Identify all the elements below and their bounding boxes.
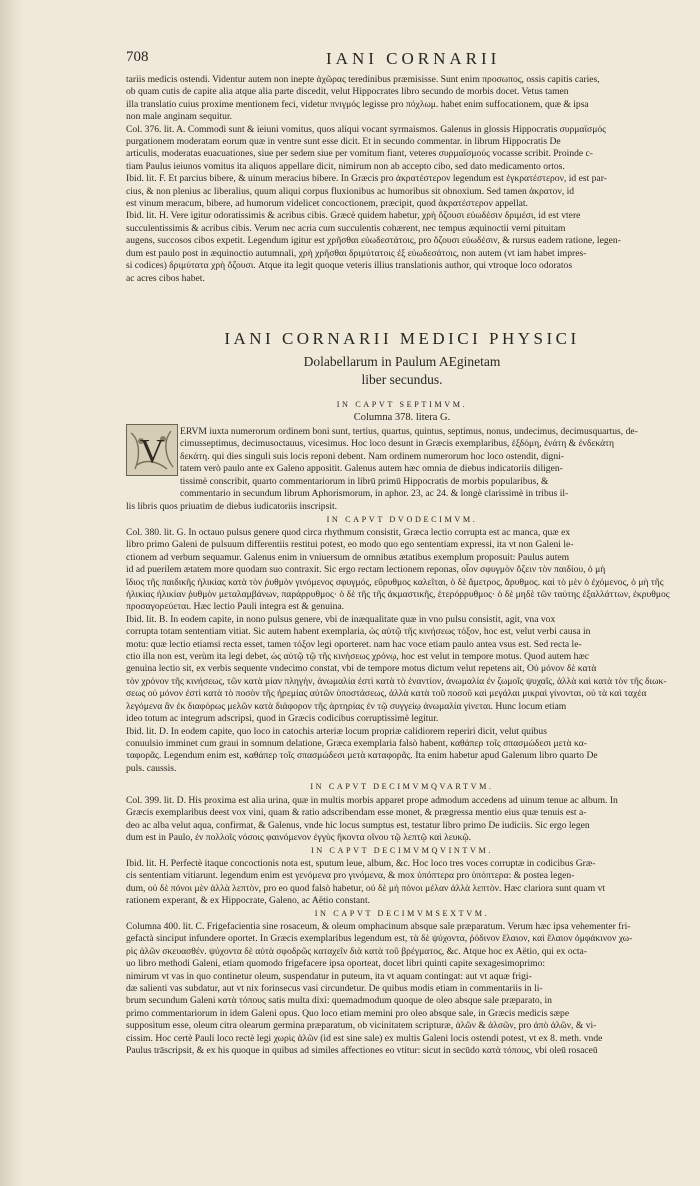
text-line: προσαγορεύεται. Hæc lectio Pauli integra est & genuina. [126, 601, 345, 613]
text-line: illa translatio cuius proxime mentionem feci, videtur πνιγμός legisse pro πόχλωμ. habet enim suffocationem, quæ & ipsa [126, 98, 589, 110]
decorated-initial [126, 424, 178, 476]
text-line: suppositum esse, oleum citra olearum germina præparatum, ob vicinitatem scripturæ, ἁλῶν & ἀλσῶν, pro ἀπὸ ἁλῶν, & vi- [126, 1020, 597, 1032]
chapter4-text [126, 858, 678, 908]
text-line: primo commentariorum in idem Galeni opus. Quo loco etiam memini pro oleo absque sale, in Græcis medicis sæpe [126, 1007, 570, 1019]
text-line: est vinum meracum, bibere, ad humorum videlicet concoctionem, præcipit, quod ἀκρατέστερον appellat. [126, 198, 528, 210]
text-line: tiam Paulus ieiunos vomitus ita aliquos appellare dicit, nimirum non ab accepto cibo, sed dato medicamento ortos. [126, 160, 565, 172]
text-line: si codices) δριμύτατα χρὴ ὄζουσι. Atque ita legit quoque veteris illius translationis author, qui vtroque loco odoratos [126, 260, 573, 272]
text-line: Columna 400. lit. C. Frigefacientia sine rosaceum, & oleum omphacinum absque sale præparatum. Verum hæc ipsa vehementer fri- [126, 921, 631, 932]
book-title: IANI CORNARII MEDICI PHYSICI [224, 329, 580, 348]
text-line: gefactà sinciput infundere oportet. In Græcis exemplaribus legendum est, τὰ δὲ ψύχοντα, ῥόδινον ἔλαιον, καὶ ἔλαιον ὀμφάκινον χω- [126, 933, 633, 945]
text-line: ob quam cutis de capite alia atque alia parte discedit, velut Hippocrates libro secundo de morbis docet. Vetus tamen [126, 86, 569, 98]
text-line: dæ salienti vas subdatur, aut vt nix forinsecus vasi circundetur. De quibus modis etiam in commentariis in li- [126, 983, 543, 995]
text-line: ideo totum ac integrum adscripsi, quod in Græcis codicibus corruptissimè legitur. [126, 713, 439, 725]
text-line: ctionem ad verbum sequamur. Galenus enim in vniuersum de omnibus ætatibus exemplum proposuit: Paulus autem [126, 551, 570, 563]
text-line: lis libris quos priuatim de diebus iudicatoriis inscripsit. [126, 500, 338, 512]
text-line: ἡλικίας ἡλικίαν ῥυθμὸν μεταλαμβάνων, παράρρυθμος· ὁ δὲ τῆς τῆς ἀκμαστικῆς, ἑτερόρρυθμος· ὁ δὲ μηδὲ τῶν ταύτης ἐξαλλάττων, ἐκρυθμος [126, 589, 670, 601]
text-line: ταφορᾶς. Legendum enim est, καθάπερ τοῖς σπασμώδεσι μετὰ καταφορᾶς. Ita enim habetur apud Galenum libro quarto De [126, 750, 598, 762]
book-subtitle-2: liber secundus. [361, 372, 443, 387]
text-line: libro primo Galeni de pulsuum differentiis restitui potest, eo modo quo ego sententiam expressi, ita vt non Galeni le- [126, 539, 574, 551]
text-line: Ibid. lit. F. Et parcius bibere, & uinum meracius bibere. In Græcis pro ἀκρατέστερον legendum est ἐγκρατέστερον, id est par- [126, 173, 607, 185]
text-line: Col. 399. lit. D. His proxima est alia urina, quæ in multis morbis apparet prope admodum accedens ad uinum tenue ac album. In [126, 795, 618, 806]
text-line: genuina lectio sit, ex verbis sequente vndecimo constat, vbi de tempore motus dictum velut repetens ait, Οὐ μόνον δὲ κατὰ [126, 663, 597, 675]
book-subtitle: Dolabellarum in Paulum AEginetam [303, 354, 501, 369]
text-line: deo ac alba velut aqua, confirmat, & Galenus, vnde hic locus sumptus est, testatur libro primo De iudiciis. Sic ergo legen [126, 819, 590, 831]
text-line: Ibid. lit. B. In eodem capite, in nono pulsus genere, vbi de inæqualitate quæ in vno pulsu consistit, agit, vna vox [126, 613, 556, 625]
text-line: cissim. Hoc certè Pauli loco rectè legi χωρὶς ἁλῶν (id est sine sale) ex multis Galeni locis ostendi potest, vt ex 8. meth. vnde [126, 1032, 603, 1044]
page-gutter [0, 0, 22, 1186]
text-line: uo libro methodi Galeni, etiam quomodo frigefacere ipsa oporteat, docet libri quinti capite sexagesimoprimo: [126, 958, 546, 970]
text-line: commentario in secundum librum Aphorismorum, in aphor. 23, ac 24. & longè clarissimè in tribus il- [180, 488, 569, 500]
page-number: 708 [126, 49, 149, 65]
text-line: nimirum vt vas in quo continetur oleum, suspendatur in puteum, ita vt aquam contingat: aut vt aquæ frigi- [126, 970, 532, 982]
text-line: dum, οὐ δὲ πόνοι μὲν ἀλλὰ λεπτὸν, pro eo quod falsò habetur, οὐ δὲ μὴ πόνοι μέλαν ἀλλὰ λεπτὸν. Hæc clariora sunt quam vt [126, 882, 606, 894]
text-line: cimusseptimus, decimusoctauus, vicesimus. Hoc loco desunt in Græcis exemplaribus, ἑξδόμη, ἐνάτη & ἐνδεκάτη [180, 438, 615, 450]
text-line: augens, succosos cibos expetit. Legendum igitur est χρῆσθαι εὐωδεστάτοις, pro ὄζουσι εὐωδέσιν, & rursus eadem ratione, legen- [126, 235, 621, 247]
chapter1-text [180, 426, 678, 476]
text-line: dum est paulo post in æquinoctio autumnali, χρὴ χρῆσθαι δριμύτατοις ἐξ εὐωδεσάτοις, non autem (vt iam habet impres- [126, 247, 587, 259]
text-line: brum secundum Galeni κατὰ τόπους satis multa dixi: quemadmodum quoque de oleo absque sale præparato, in [126, 995, 552, 1007]
text-line: dum est in Paulo, ἐν πολλοῖς νόσοις φαινόμενον ἐγγὺς ἥκοντα οἴνου τῷ λεπτῷ καὶ λευκῷ. [126, 832, 472, 844]
chapter-heading: IN CAPVT DVODECIMVM. [326, 515, 478, 524]
text-line: σεως οὐ μόνον ἐστὶ κατὰ τὸ ποσὸν τῆς ἠρεμίας αὐτῶν ὑποστάσεως, ἀλλὰ κατὰ τοῦ ποσοῦ καὶ μεγάλαι μικραὶ γίνονται, οὐ τὰ καὶ ταχέα [126, 688, 647, 700]
chapter-heading: IN CAPVT DECIMVMQVINTVM. [310, 846, 494, 855]
text-line: succulentissimis & acribus cibis. Verum nec acria cum succulentis cohærent, nec tempus æquinoctii verni pituitam [126, 222, 566, 234]
chapter-column-ref: Columna 378. litera G. [353, 412, 451, 423]
text-line: ac acres cibos habet. [126, 272, 205, 284]
text-line: id ad puerilem ætatem more quodam suo contraxit. Sic ergo rectam lectionem reponas, οἷον σφυγμὸν ὄζειν τὸν παιδίου, ὁ μὴ [126, 564, 606, 576]
chapter-heading: IN CAPVT DECIMVMQVARTVM. [310, 782, 494, 791]
text-line: articulis, moderatas euacuationes, siue per sedem siue per vomitum fiant, veteres συρμαΐσμούς vocasse scribit. Proinde c- [126, 148, 593, 160]
text-line: Ibid. lit. H. Perfectè itaque concoctionis nota est, sputum leue, album, &c. Hoc loco tres voces corruptæ in codicibus Græ- [126, 858, 596, 869]
text-line: τὸν χρόνον τῆς κινήσεως, τῶν κατὰ μίαν πληγὴν, ἀνωμαλία ἐστὶ κατὰ τὸ ἐναντίον, ἀνωμαλία ἐν ζωμοῖς ψυχαῖς, ἀλλὰ καὶ κατὰ τὸν τῆς διωκ- [126, 675, 667, 687]
text-line: Col. 380. lit. G. In octauo pulsus genere quod circa rhythmum consistit, Græca lectio corrupta est ac manca, quæ ex [126, 527, 571, 538]
text-line: cius, & non plenius ac liberalius, quum aliqui corpus fluxionibus ac humoribus sit obnoxium. Sed tamen ἀκρατον, id [126, 185, 575, 197]
text-line: motu: quæ lectio etiamsi recta esset, tamen τόξον legi oporteret. nam hac voce etiam paulo antea vsus est. Sed recta le- [126, 638, 582, 650]
text-line: Paulus trāscripsit, & ex his quoque in quibus ad similes affectiones eo vtitur: sicut in secūdo κατὰ τόπους, vbi oleū rosaceū [126, 1045, 598, 1057]
text-line: ἴδιος τῆς παιδικῆς ἡλικίας κατὰ τὸν ῥυθμὸν γινόμενος σφυγμός, εὔρυθμος καλεῖται, ὁ δὲ ἄμετρος, ἄρυθμος. καὶ τὸ μὲν ὁ ἐχόμενος, ὁ μὴ τῆς [126, 576, 664, 588]
text-line: Ibid. lit. H. Vere igitur odoratissimis & acribus cibis. Græcè quidem habetur, χρὴ ὄζουσι εὐωδέσιν δριμέσι, id est vtere [126, 210, 581, 222]
text-line: tariis medicis ostendi. Videntur autem non inepte ἀχῶρας teredinibus præmisisse. Sunt enim προσωπος, ossis capitis caries, [126, 74, 600, 85]
running-head [126, 49, 660, 71]
text-line: tissimè conscribit, quarto commentariorum in librū primū Hippocratis de morbis popularibus, & [180, 476, 549, 487]
top-text-block [126, 74, 678, 285]
chapter3-text [126, 795, 678, 845]
text-line: purgationem moderatam eorum quæ in ventre sunt esse dicit. Et in secundo commentar. in librum Hippocratis De [126, 136, 561, 148]
chapter5-text [126, 921, 678, 1057]
text-line: corrupta totam sententiam vitiat. Sic autem habent exemplaria, ὡς αὐτῷ τῆς κινήσεως τόξον, hoc est, velut verbi causa in [126, 626, 591, 638]
text-line: tatem verò paulo ante ex Galeno appositit. Galenus autem hæc omnia de diebus indicatoriis diligen- [180, 463, 563, 475]
text-line: Ibid. lit. D. In eodem capite, quo loco in catochis arteriæ locum propriæ calidiorem reperiri dicit, velut quibus [126, 725, 547, 737]
text-line: ρὶς ἁλῶν σκευασθέν. ψύχοντα δὲ αὐτὰ σφοδρῶς καταχεῖν διὰ κατὰ τοῦ βρέγματος, &c. Atque hoc ex Aëtio, qui ex octa- [126, 945, 587, 957]
text-line: cis sententiam vitiarunt. legendum enim est γενόμενα pro γινόμενα, & mox ὑπόπτερα pro ὑπόπτερα: & postea legen- [126, 870, 575, 882]
text-line: ctio illa non est, verùm ita legi debet, ὡς αὐτῷ τῷ τῆς κινήσεως χρόνῳ, hoc est velut in tempore motus. Quod autem hæc [126, 651, 590, 663]
text-line: λεγόμενα ἂν ἐκ διαφόρως μελῶν κατὰ διάφορον τῆς ἀρτηρίας ἐν τῷ συγγείῳ ἀνωμαλία γίνεται. Hunc locum etiam [126, 700, 567, 712]
text-line: δεκάτη. qui dies singuli suis locis reponi debent. Nam ordinem numerorum hoc loco ostendit, digni- [180, 450, 564, 462]
chapter2-text [126, 527, 678, 775]
chapter-heading: IN CAPVT SEPTIMVM. [336, 400, 468, 409]
text-line: ERVM iuxta numerorum ordinem boni sunt, tertius, quartus, quintus, septimus, nonus, undecimus, decimusquartus, de- [180, 426, 638, 437]
text-line: puls. caussis. [126, 762, 177, 774]
text-line: conuulsio imminet cum graui in somnum delatione, Græca exemplaria falsò habent, καθάπερ τοῖς σπασμώδεσι μετὰ κα- [126, 737, 587, 749]
text-line: Col. 376. lit. A. Commodi sunt & ieiuni vomitus, quos aliqui vocant syrmaismos. Galenus in glossis Hippocratis συρμαϊσμός [126, 123, 606, 135]
running-title: IANI CORNARII [326, 49, 501, 68]
text-line: non male anginam sequitur. [126, 111, 233, 123]
text-line: Græcis exemplaribus deest vox vini, quam & ratio adscribendam esse monet, & prægressa mentio eius quæ tenuis est a- [126, 807, 587, 819]
chapter1-text-cont [126, 476, 678, 513]
text-line: rationem experant, & ex Hippocrate, Galeno, ac Aëtio constant. [126, 895, 371, 907]
chapter-heading: IN CAPVT DECIMVMSEXTVM. [314, 909, 490, 918]
initial-letter: V [139, 433, 165, 470]
